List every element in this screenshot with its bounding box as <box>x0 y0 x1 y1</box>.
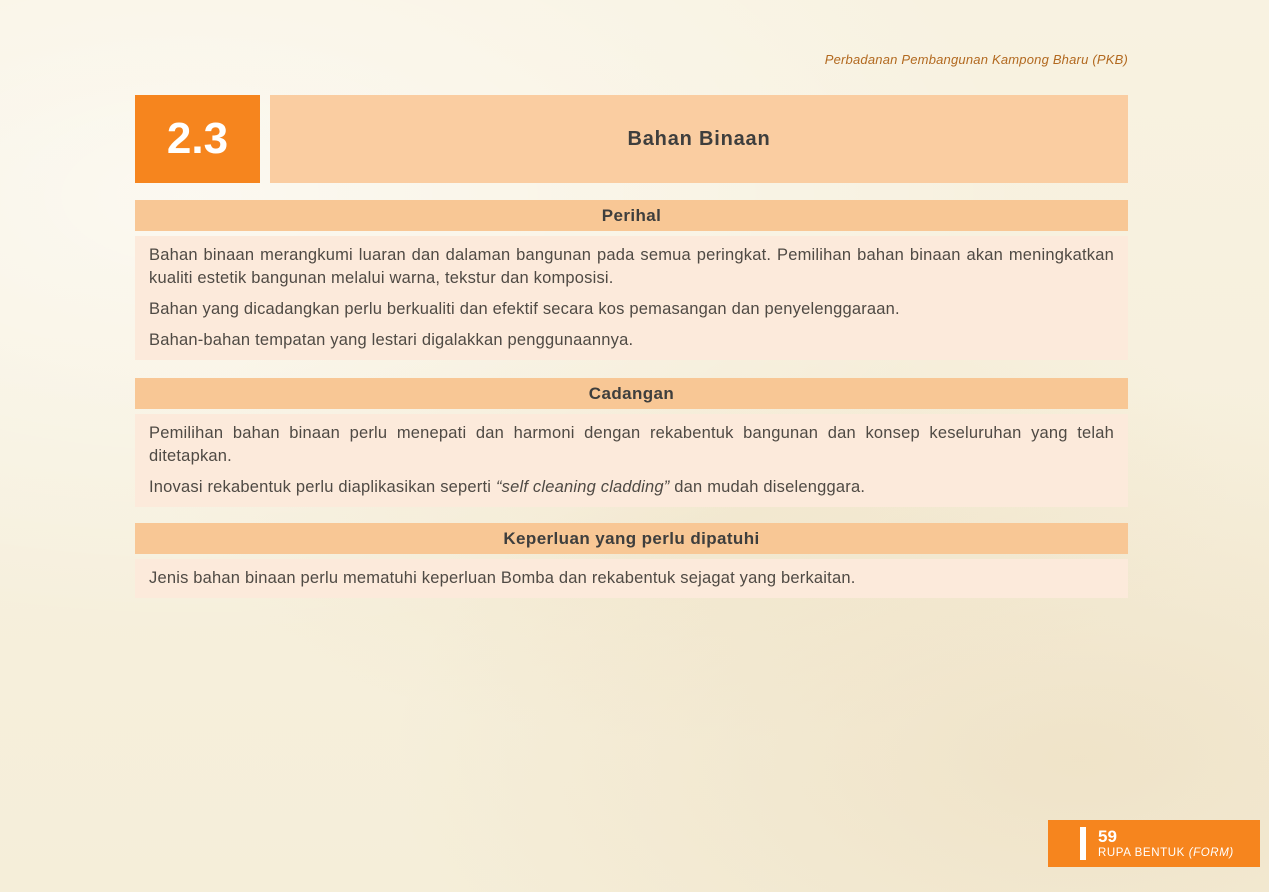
section-number: 2.3 <box>166 114 229 163</box>
keperluan-section-body <box>135 559 1128 598</box>
org-header-note: Perbadanan Pembangunan Kampong Bharu (PKB) <box>824 52 1128 67</box>
section-number-box <box>135 95 260 183</box>
perihal-paragraph-3: Bahan-bahan tempatan yang lestari digalakkan penggunaannya. <box>149 331 634 349</box>
perihal-section-header: Perihal <box>135 200 1128 231</box>
keperluan-section-header: Keperluan yang perlu dipatuhi <box>135 523 1128 554</box>
footer-accent-bar <box>1080 827 1086 860</box>
cadangan-paragraph-2-prefix: Inovasi rekabentuk perlu diaplikasikan seperti <box>149 478 496 496</box>
section-title-banner <box>270 95 1128 183</box>
chapter-label-main: RUPA BENTUK <box>1098 846 1185 859</box>
cadangan-section-header: Cadangan <box>135 378 1128 409</box>
footer-page-tab <box>1048 820 1260 867</box>
cadangan-paragraph-2-quoted-term: “self cleaning cladding” <box>495 478 670 496</box>
section-title: Bahan Binaan <box>627 127 771 150</box>
chapter-label <box>1098 846 1234 860</box>
footer-text-block <box>1098 828 1234 860</box>
cadangan-paragraph-2-suffix: dan mudah diselenggara. <box>669 478 866 496</box>
section-title-row <box>135 95 1128 183</box>
page-number: 59 <box>1098 826 1117 846</box>
perihal-section-body <box>135 236 1128 360</box>
chapter-label-form: (FORM) <box>1188 846 1234 859</box>
cadangan-paragraph-2 <box>149 476 1114 499</box>
content-column <box>135 95 1128 598</box>
cadangan-paragraph-1: Pemilihan bahan binaan perlu menepati dan harmoni dengan rekabentuk bangunan dan konsep keseluruhan yang telah ditetapkan. <box>149 424 1114 465</box>
perihal-paragraph-1: Bahan binaan merangkumi luaran dan dalaman bangunan pada semua peringkat. Pemilihan bahan binaan akan meningkatkan kualiti estetik bangunan melalui warna, tekstur dan komposisi. <box>149 246 1114 287</box>
cadangan-section-body <box>135 414 1128 507</box>
perihal-paragraph-2: Bahan yang dicadangkan perlu berkualiti dan efektif secara kos pemasangan dan penyelenggaraan. <box>149 300 900 318</box>
keperluan-paragraph-1: Jenis bahan binaan perlu mematuhi keperluan Bomba dan rekabentuk sejagat yang berkaitan. <box>149 569 856 587</box>
